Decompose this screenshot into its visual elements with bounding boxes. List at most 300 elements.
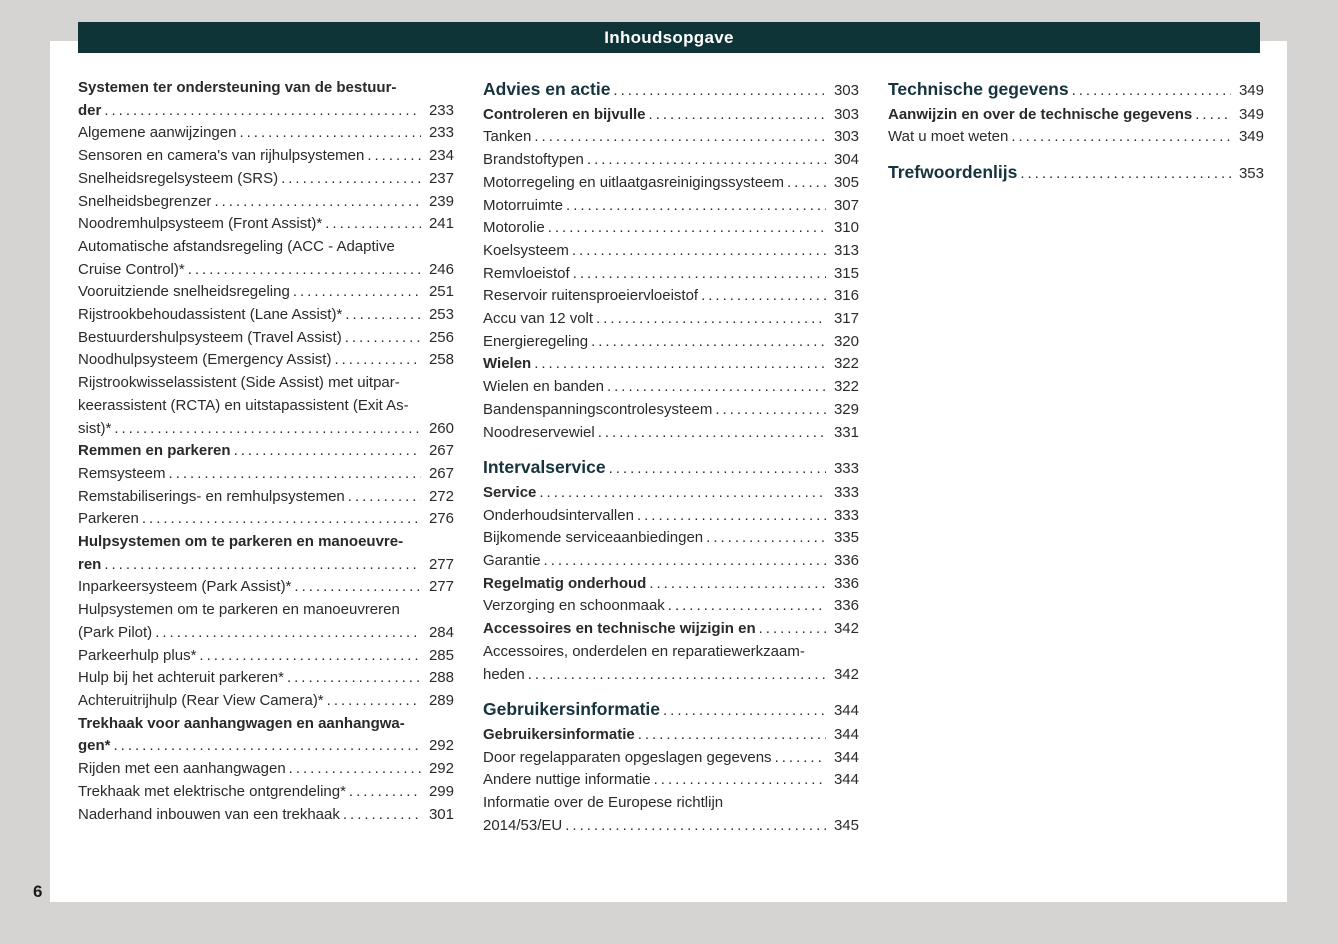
page-number: 6 (33, 882, 43, 901)
toc-entry-label: Energieregeling (483, 332, 589, 350)
toc-entry-label: Regelmatig onderhoud (483, 574, 647, 592)
toc-entry-label: Wielen (483, 355, 532, 373)
toc-entry-label: Rijstrookbehoudassistent (Lane Assist)* (78, 306, 343, 324)
toc-entry-line (78, 486, 454, 509)
toc-entry (483, 104, 859, 127)
dot-leader (637, 505, 826, 528)
toc-entry-page-number: 310 (833, 219, 859, 237)
dot-leader (534, 353, 826, 376)
dot-leader (548, 217, 826, 240)
toc-entry-line (78, 213, 454, 236)
dot-leader (104, 100, 421, 123)
toc-entry-label: Onderhoudsintervallen (483, 506, 634, 524)
toc-entry-label: Remvloeistof (483, 264, 570, 282)
toc-entry-page-number: 313 (833, 241, 859, 259)
toc-entry-page-number: 344 (833, 748, 859, 766)
toc-entry-label: Koelsysteem (483, 241, 569, 259)
dot-leader (649, 573, 826, 596)
toc-entry (78, 645, 454, 668)
toc-entry-line (888, 78, 1264, 103)
toc-entry-label: der (78, 101, 102, 119)
toc-entry-line (483, 505, 859, 528)
dot-leader (1195, 104, 1231, 127)
toc-entry-label: Parkeerhulp plus* (78, 646, 197, 664)
toc-entry-line (483, 482, 859, 505)
toc-chapter-entry (888, 78, 1264, 103)
dot-leader (638, 724, 826, 747)
toc-entry-page-number: 284 (428, 623, 454, 641)
toc-entry-line (78, 440, 454, 463)
toc-entry (78, 168, 454, 191)
toc-entry (483, 149, 859, 172)
dot-leader (539, 482, 826, 505)
toc-entry (483, 240, 859, 263)
dot-leader (1072, 80, 1231, 103)
toc-entry-page-number: 329 (833, 400, 859, 418)
toc-entry (78, 690, 454, 713)
toc-entry-page-number: 246 (428, 260, 454, 278)
toc-entry-line (483, 263, 859, 286)
toc-entry-label: Motorregeling en uitlaatgasreinigingssysteem (483, 173, 784, 191)
toc-entry-page-number: 299 (428, 782, 454, 800)
toc-entry-label: Remmen en parkeren (78, 442, 231, 460)
toc-entry-line (78, 576, 454, 599)
dot-leader (327, 690, 421, 713)
toc-entry-line: keerassistent (RCTA) en uitstapassistent (Exit As- (78, 396, 409, 414)
toc-entry-page-number: 253 (428, 306, 454, 324)
toc-column-3 (888, 77, 1264, 838)
toc-entry-line (483, 769, 859, 792)
toc-entry-line (483, 399, 859, 422)
toc-entry-label: gen* (78, 737, 111, 755)
dot-leader (715, 399, 826, 422)
dot-leader (663, 700, 826, 723)
toc-entry-line (78, 804, 454, 827)
dot-leader (654, 769, 826, 792)
dot-leader (668, 595, 826, 618)
toc-entry-page-number: 234 (428, 147, 454, 165)
toc-entry-line: Trekhaak voor aanhangwagen en aanhangwa- (78, 714, 405, 732)
toc-entry (78, 281, 454, 304)
toc-entry-page-number: 289 (428, 691, 454, 709)
toc-entry (483, 747, 859, 770)
toc-entry-label: Remstabiliserings- en remhulpsystemen (78, 487, 345, 505)
dot-leader (293, 281, 421, 304)
dot-leader (598, 422, 826, 445)
toc-entry-line (483, 308, 859, 331)
toc-entry-line (78, 667, 454, 690)
dot-leader (367, 145, 421, 168)
toc-entry-line (483, 331, 859, 354)
toc-entry-line (483, 126, 859, 149)
dot-leader (334, 349, 421, 372)
toc-entry-line (483, 104, 859, 127)
toc-entry-label: Noodreservewiel (483, 423, 595, 441)
dot-leader (607, 376, 826, 399)
toc-entry-label: heden (483, 665, 525, 683)
dot-leader (1011, 126, 1231, 149)
toc-entry-line (78, 508, 454, 531)
toc-entry-page-number: 349 (1238, 82, 1264, 99)
toc-entry-label: Bandenspanningscontrolesysteem (483, 400, 713, 418)
toc-entry-label: Snelheidsbegrenzer (78, 192, 212, 210)
toc-chapter-entry (483, 78, 859, 103)
toc-entry-label: Accu van 12 volt (483, 310, 594, 328)
toc-entry-page-number: 260 (428, 419, 454, 437)
toc-entry-page-number: 292 (428, 760, 454, 778)
toc-entry-page-number: 336 (833, 574, 859, 592)
toc-entry-label: Gebruikersinformatie (483, 699, 660, 720)
toc-entry-line (78, 554, 454, 577)
toc-chapter-entry (888, 161, 1264, 186)
dot-leader (528, 664, 826, 687)
toc-entry-line (483, 815, 859, 838)
dot-leader (348, 486, 421, 509)
toc-entry (888, 104, 1264, 127)
toc-entry (483, 618, 859, 641)
toc-entry-label: Tanken (483, 128, 532, 146)
toc-entry-page-number: 336 (833, 552, 859, 570)
toc-entry (483, 353, 859, 376)
toc-entry-line (78, 168, 454, 191)
toc-entry-line (483, 618, 859, 641)
toc-entry (78, 145, 454, 168)
toc-entry (78, 304, 454, 327)
toc-entry-page-number: 344 (833, 702, 859, 720)
toc-entry-page-number: 241 (428, 215, 454, 233)
toc-entry-line (483, 172, 859, 195)
toc-entry-line: Systemen ter ondersteuning van de bestuur- (78, 79, 397, 96)
toc-entry-label: Brandstoftypen (483, 151, 584, 169)
toc-entry (483, 399, 859, 422)
toc-entry-page-number: 276 (428, 510, 454, 528)
toc-entry-page-number: 277 (428, 578, 454, 596)
toc-entry-line (483, 195, 859, 218)
dot-leader (155, 622, 421, 645)
dot-leader (587, 149, 826, 172)
toc-entry-label: Noodhulpsysteem (Emergency Assist) (78, 351, 332, 369)
toc-entry (483, 573, 859, 596)
toc-entry-page-number: 322 (833, 355, 859, 373)
toc-entry (483, 376, 859, 399)
dot-leader (759, 618, 826, 641)
dot-leader (775, 747, 826, 770)
dot-leader (325, 213, 421, 236)
toc-entry-line (78, 281, 454, 304)
toc-entry-label: Inparkeersysteem (Park Assist)* (78, 578, 292, 596)
toc-entry-line (483, 422, 859, 445)
toc-entry-page-number: 303 (833, 82, 859, 99)
toc-entry-line (483, 240, 859, 263)
toc-entry (483, 527, 859, 550)
toc-entry-page-number: 322 (833, 378, 859, 396)
toc-entry (483, 331, 859, 354)
toc-entry-label: Vooruitziende snelheidsregeling (78, 283, 290, 301)
toc-entry-line (483, 527, 859, 550)
toc-entry (483, 641, 859, 686)
toc-entry (78, 327, 454, 350)
toc-entry-label: Achteruitrijhulp (Rear View Camera)* (78, 691, 324, 709)
toc-entry-page-number: 288 (428, 669, 454, 687)
toc-entry-page-number: 303 (833, 128, 859, 146)
toc-entry-line: Rijstrookwisselassistent (Side Assist) met uitpar- (78, 374, 400, 392)
toc-entry-page-number: 239 (428, 192, 454, 210)
toc-entry-line (483, 595, 859, 618)
toc-entry-page-number: 304 (833, 151, 859, 169)
toc-entry-line (78, 418, 454, 441)
toc-entry-page-number: 267 (428, 442, 454, 460)
toc-entry-line (78, 304, 454, 327)
toc-entry-page-number: 333 (833, 483, 859, 501)
dot-leader (565, 815, 826, 838)
toc-entry-line (483, 724, 859, 747)
dot-leader (214, 191, 421, 214)
dot-leader (294, 576, 421, 599)
toc-entry (483, 263, 859, 286)
toc-entry (78, 508, 454, 531)
toc-chapter-entry (483, 456, 859, 481)
toc-columns (78, 77, 1264, 838)
toc-entry-line (483, 698, 859, 723)
toc-entry-page-number: 317 (833, 310, 859, 328)
toc-entry-page-number: 233 (428, 124, 454, 142)
toc-entry-line: Accessoires, onderdelen en reparatiewerkzaam- (483, 642, 805, 660)
dot-leader (609, 458, 826, 481)
toc-entry-label: Algemene aanwijzingen (78, 124, 237, 142)
toc-entry-line (483, 376, 859, 399)
dot-leader (613, 80, 826, 103)
toc-entry (483, 769, 859, 792)
toc-entry-page-number: 333 (833, 460, 859, 478)
toc-entry-line (483, 149, 859, 172)
toc-entry-label: Trekhaak met elektrische ontgrendeling* (78, 782, 346, 800)
toc-entry-label: Noodremhulpsysteem (Front Assist)* (78, 215, 323, 233)
toc-entry-label: Cruise Control)* (78, 260, 185, 278)
toc-entry (78, 122, 454, 145)
toc-entry-line (483, 456, 859, 481)
toc-entry-label: Naderhand inbouwen van een trekhaak (78, 805, 340, 823)
dot-leader (349, 781, 421, 804)
toc-entry-page-number: 237 (428, 169, 454, 187)
dot-leader (289, 758, 421, 781)
toc-entry-page-number: 307 (833, 196, 859, 214)
toc-entry (78, 440, 454, 463)
toc-entry-label: Bestuurdershulpsysteem (Travel Assist) (78, 328, 342, 346)
toc-entry-page-number: 349 (1238, 128, 1264, 146)
toc-entry (483, 724, 859, 747)
toc-chapter-entry (483, 698, 859, 723)
toc-entry (78, 486, 454, 509)
toc-entry-label: Controleren en bijvulle (483, 105, 646, 123)
dot-leader (566, 195, 826, 218)
toc-entry-page-number: 349 (1238, 105, 1264, 123)
toc-entry-line (78, 349, 454, 372)
toc-entry-page-number: 345 (833, 816, 859, 834)
toc-entry-line (78, 463, 454, 486)
toc-entry-line (483, 285, 859, 308)
toc-entry-line (888, 104, 1264, 127)
toc-entry-line (483, 78, 859, 103)
toc-entry-line (78, 122, 454, 145)
toc-entry-line (78, 781, 454, 804)
toc-entry-line (483, 353, 859, 376)
toc-entry-label: Aanwijzin en over de technische gegevens (888, 105, 1193, 123)
toc-entry-label: Parkeren (78, 510, 139, 528)
toc-entry-page-number: 336 (833, 597, 859, 615)
toc-entry-label: Reservoir ruitensproeiervloeistof (483, 287, 699, 305)
toc-entry-label: Snelheidsregelsysteem (SRS) (78, 169, 279, 187)
toc-entry-page-number: 344 (833, 771, 859, 789)
dot-leader (1020, 163, 1231, 186)
toc-entry-line (78, 690, 454, 713)
toc-entry (483, 126, 859, 149)
toc-entry (483, 195, 859, 218)
dot-leader (544, 550, 826, 573)
toc-entry-page-number: 316 (833, 287, 859, 305)
toc-entry-label: Intervalservice (483, 457, 606, 478)
toc-entry-page-number: 331 (833, 423, 859, 441)
toc-entry (483, 550, 859, 573)
toc-entry-line: Hulpsystemen om te parkeren en manoeuvreren (78, 601, 400, 619)
toc-entry-label: Remsysteem (78, 464, 166, 482)
toc-entry-line (78, 191, 454, 214)
toc-entry-label: Wielen en banden (483, 378, 604, 396)
toc-entry-label: Garantie (483, 552, 541, 570)
toc-entry (888, 126, 1264, 149)
toc-entry (483, 422, 859, 445)
toc-entry-line (78, 145, 454, 168)
toc-entry-page-number: 344 (833, 725, 859, 743)
toc-entry-line: Hulpsystemen om te parkeren en manoeuvre- (78, 533, 404, 551)
dot-leader (169, 463, 421, 486)
toc-entry-page-number: 277 (428, 555, 454, 573)
toc-entry-page-number: 342 (833, 620, 859, 638)
dot-leader (114, 735, 421, 758)
toc-entry-line (888, 161, 1264, 186)
toc-entry-label: Technische gegevens (888, 79, 1069, 99)
toc-entry-label: sist)* (78, 419, 112, 437)
toc-entry-page-number: 305 (833, 173, 859, 191)
dot-leader (104, 554, 421, 577)
toc-entry-page-number: 256 (428, 328, 454, 346)
toc-entry-label: Andere nuttige informatie (483, 771, 651, 789)
dot-leader (596, 308, 826, 331)
toc-entry (78, 191, 454, 214)
toc-entry-label: Accessoires en technische wijzigin en (483, 620, 756, 638)
toc-entry-page-number: 335 (833, 529, 859, 547)
toc-entry-line (483, 747, 859, 770)
toc-entry-page-number: 353 (1238, 165, 1264, 183)
toc-column-1 (78, 77, 454, 838)
toc-entry (78, 599, 454, 644)
toc-entry-page-number: 303 (833, 105, 859, 123)
toc-entry (483, 217, 859, 240)
toc-entry-page-number: 315 (833, 264, 859, 282)
toc-entry-label: Door regelapparaten opgeslagen gegevens (483, 748, 772, 766)
toc-entry-label: Advies en actie (483, 79, 611, 99)
dot-leader (787, 172, 826, 195)
toc-entry-page-number: 272 (428, 487, 454, 505)
toc-entry (78, 236, 454, 281)
toc-entry-line (78, 758, 454, 781)
dot-leader (287, 667, 421, 690)
dot-leader (534, 126, 826, 149)
dot-leader (345, 304, 421, 327)
toc-entry (78, 77, 454, 122)
toc-entry (483, 792, 859, 837)
toc-entry (78, 667, 454, 690)
dot-leader (142, 508, 421, 531)
toc-column-2 (483, 77, 859, 838)
dot-leader (114, 418, 421, 441)
toc-entry-line (78, 259, 454, 282)
dot-leader (572, 240, 826, 263)
toc-entry-label: Bijkomende serviceaanbiedingen (483, 529, 704, 547)
toc-entry (78, 713, 454, 758)
toc-entry-page-number: 320 (833, 332, 859, 350)
toc-entry (78, 781, 454, 804)
toc-entry-label: (Park Pilot) (78, 623, 153, 641)
toc-entry-page-number: 251 (428, 283, 454, 301)
dot-leader (701, 285, 826, 308)
toc-entry-line (78, 327, 454, 350)
toc-entry (483, 595, 859, 618)
toc-entry-label: Hulp bij het achteruit parkeren* (78, 669, 284, 687)
toc-entry (483, 505, 859, 528)
toc-entry-label: Trefwoordenlijs (888, 162, 1018, 183)
toc-entry (78, 576, 454, 599)
toc-entry-label: Motorruimte (483, 196, 564, 214)
toc-entry-line (483, 573, 859, 596)
toc-entry-line (78, 735, 454, 758)
toc-entry-page-number: 301 (428, 805, 454, 823)
dot-leader (573, 263, 826, 286)
toc-entry-line (483, 664, 859, 687)
toc-entry-label: Service (483, 483, 537, 501)
dot-leader (706, 527, 826, 550)
toc-entry (483, 482, 859, 505)
toc-entry (78, 531, 454, 576)
dot-leader (343, 804, 421, 827)
toc-entry (78, 349, 454, 372)
toc-entry-line: Automatische afstandsregeling (ACC - Adaptive (78, 237, 395, 255)
toc-header-bar (78, 22, 1260, 53)
toc-entry-page-number: 267 (428, 464, 454, 482)
toc-entry-label: Rijden met een aanhangwagen (78, 760, 286, 778)
toc-entry (78, 804, 454, 827)
toc-entry-page-number: 333 (833, 506, 859, 524)
dot-leader (188, 259, 421, 282)
toc-entry-page-number: 292 (428, 737, 454, 755)
toc-entry-page-number: 342 (833, 665, 859, 683)
toc-entry-page-number: 258 (428, 351, 454, 369)
toc-entry-line (483, 550, 859, 573)
toc-entry-line (78, 100, 454, 123)
toc-entry-line (78, 622, 454, 645)
toc-entry (78, 372, 454, 440)
page-title: Inhoudsopgave (604, 27, 734, 47)
toc-entry (483, 172, 859, 195)
toc-entry-line: Informatie over de Europese richtlijn (483, 794, 724, 812)
toc-entry-label: ren (78, 555, 102, 573)
dot-leader (234, 440, 421, 463)
dot-leader (281, 168, 421, 191)
toc-entry (78, 213, 454, 236)
toc-entry (78, 758, 454, 781)
dot-leader (345, 327, 421, 350)
toc-entry-label: Wat u moet weten (888, 128, 1009, 146)
toc-entry-page-number: 233 (428, 101, 454, 119)
